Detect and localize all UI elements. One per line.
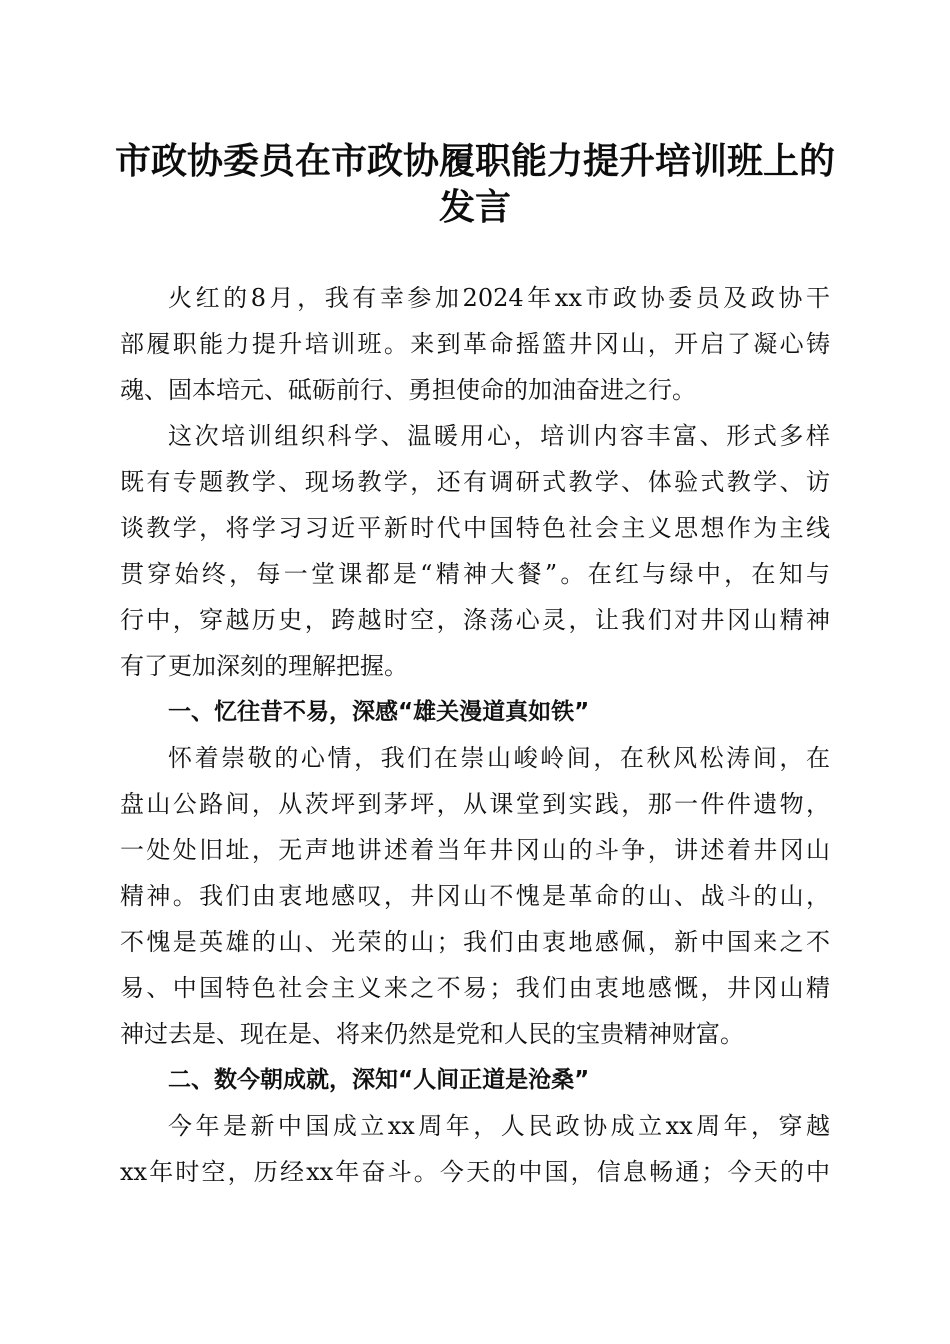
paragraph-1-line-3: 魂、固本培元、砥砺前行、勇担使命的加油奋进之行。 [120,376,696,404]
paragraph-2-line-1: 这次培训组织科学、温暖用心，培训内容丰富、形式多样 [168,422,830,450]
paragraph-3-line-4: 精神。我们由衷地感叹，井冈山不愧是革命的山、战斗的山， [120,882,830,910]
paragraph-3-line-3: 一处处旧址，无声地讲述着当年井冈山的斗争，讲述着井冈山 [120,836,830,864]
section-heading-1: 一、忆往昔不易，深感“雄关漫道真如铁” [168,699,590,725]
paragraph-4-line-1: 今年是新中国成立xx周年，人民政协成立xx周年，穿越 [168,1112,830,1140]
paragraph-3-line-5: 不愧是英雄的山、光荣的山；我们由衷地感佩，新中国来之不 [120,928,830,956]
document-title-line-1: 市政协委员在市政协履职能力提升培训班上的 [114,140,835,182]
paragraph-2-line-6: 有了更加深刻的理解把握。 [120,652,408,680]
document-title-line-2: 发言 [438,186,511,228]
section-heading-2: 二、数今朝成就，深知“人间正道是沧桑” [168,1067,590,1093]
paragraph-3-line-1: 怀着崇敬的心情，我们在崇山峻岭间，在秋风松涛间，在 [168,744,830,772]
paragraph-4-line-2: xx年时空，历经xx年奋斗。今天的中国，信息畅通；今天的中 [120,1158,830,1186]
paragraph-2-line-3: 谈教学，将学习习近平新时代中国特色社会主义思想作为主线 [120,514,830,542]
paragraph-2-line-5: 行中，穿越历史，跨越时空，涤荡心灵，让我们对井冈山精神 [120,606,830,634]
paragraph-3-line-2: 盘山公路间，从茨坪到茅坪，从课堂到实践，那一件件遗物， [120,790,830,818]
paragraph-3-line-6: 易、中国特色社会主义来之不易；我们由衷地感慨，井冈山精 [120,974,830,1002]
paragraph-1-line-2: 部履职能力提升培训班。来到革命摇篮井冈山，开启了凝心铸 [120,330,830,358]
paragraph-2-line-2: 既有专题教学、现场教学，还有调研式教学、体验式教学、访 [120,468,830,496]
paragraph-2-line-4: 贯穿始终，每一堂课都是“精神大餐”。在红与绿中，在知与 [120,560,830,588]
paragraph-3-line-7: 神过去是、现在是、将来仍然是党和人民的宝贵精神财富。 [120,1020,744,1048]
paragraph-1-line-1: 火红的8月，我有幸参加2024年xx市政协委员及政协干 [168,284,830,312]
